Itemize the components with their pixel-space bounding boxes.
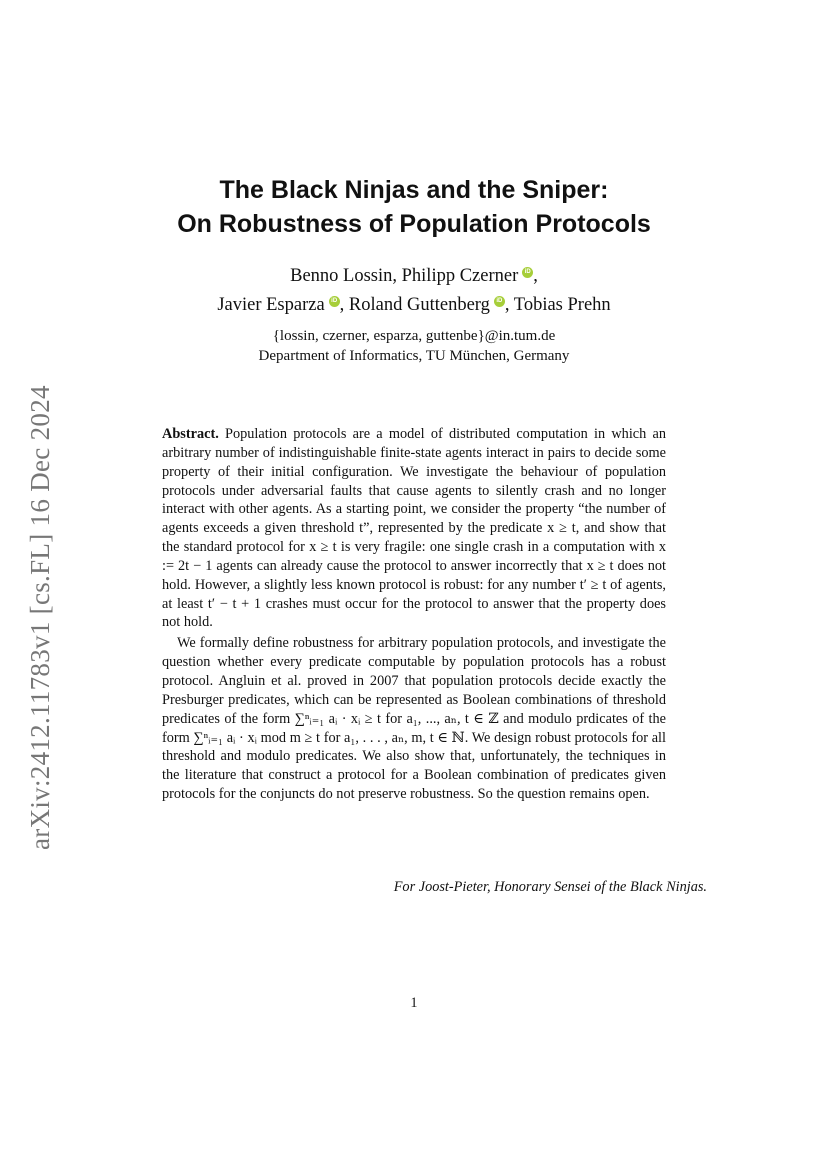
author-guttenberg: , Roland Guttenberg — [339, 295, 490, 315]
author-czerner: Philipp Czerner — [401, 266, 519, 286]
author-emails: {lossin, czerner, esparza, guttenbe}@in.tum.de — [272, 328, 556, 344]
author-lossin: Benno Lossin, — [290, 266, 397, 286]
page-number: 1 — [410, 995, 418, 1011]
author-line-1: Benno Lossin, Philipp CzerneriD , — [100, 262, 728, 291]
arxiv-identifier: arXiv:2412.11783v1 [cs.FL] 16 Dec 2024 — [25, 385, 55, 850]
orcid-icon[interactable] — [522, 267, 533, 278]
dedication: For Joost-Pieter, Honorary Sensei of the Black Ninjas. — [393, 879, 707, 895]
author-prehn: , Tobias Prehn — [504, 295, 611, 315]
abstract-label: Abstract. — [162, 426, 219, 442]
author-list — [100, 262, 728, 320]
department: Department of Informatics, TU München, Germany — [258, 348, 570, 364]
orcid-icon[interactable] — [494, 296, 505, 307]
author-esparza: Javier Esparza — [217, 295, 325, 315]
abstract-text-1: Population protocols are a model of distributed computation in which an arbitrary number of indistinguishable finite-state agents interact in pairs to decide some property of their initial configuration. We investigate the behaviour of population protocols under adversarial faults that cause agents to silently crash and no longer interact with other agents. As a starting point, we consider the property “the number of agents exceeds a given threshold t”, represented by the predicate x ≥ t, and show that the standard protocol for x ≥ t is very fragile: one single crash in a computation with x := 2t − 1 agents can already cause the protocol to answer incorrectly that x ≥ t does not hold. However, a slightly less known protocol is robust: for any number t′ ≥ t of agents, at least t′ − t + 1 crashes must occur for the protocol to answer that the property does not hold. — [162, 426, 667, 631]
abstract-paragraph-1 — [162, 425, 666, 632]
orcid-icon[interactable] — [329, 296, 340, 307]
paper-title — [100, 173, 728, 241]
affiliation — [100, 326, 728, 366]
abstract-paragraph-2: We formally define robustness for arbitrary population protocols, and investigate the question whether every predicate computable by population protocols has a robust protocol. Angluin et al. proved in 2007 that population protocols decide exactly the Presburger predicates, which can be represented as Boolean combinations of threshold predicates of the form ∑ⁿᵢ₌₁ aᵢ · xᵢ ≥ t for a₁, ..., aₙ, t ∈ ℤ and modulo prdicates of the form ∑ⁿᵢ₌₁ aᵢ · xᵢ mod m ≥ t for a₁, . . . , aₙ, m, t ∈ ℕ. We design robust protocols for all threshold and modulo predicates. We also show that, unfortunately, the techniques in the literature that construct a protocol for a Boolean combination of predicates given protocols for the conjuncts do not preserve robustness. So the question remains open. — [162, 635, 666, 803]
title-line-2: On Robustness of Population Protocols — [177, 210, 651, 238]
abstract — [162, 425, 666, 804]
title-line-1: The Black Ninjas and the Sniper: — [219, 176, 609, 204]
author-line-2 — [100, 291, 728, 320]
